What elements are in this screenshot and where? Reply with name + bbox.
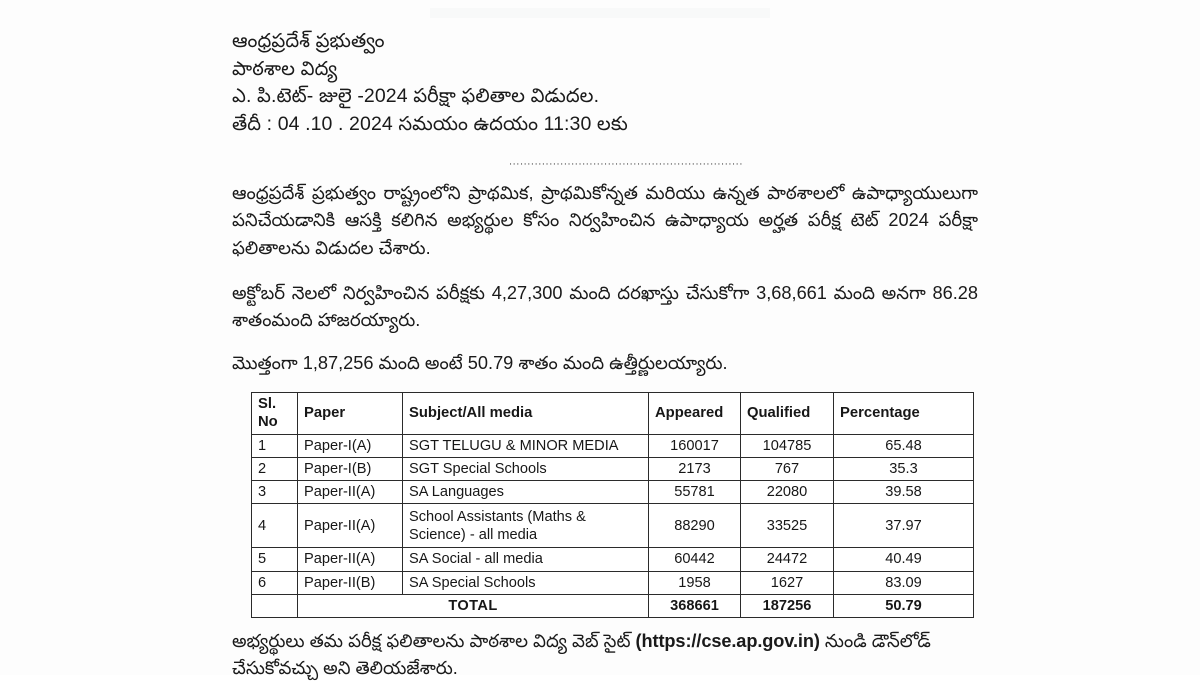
document-body [232, 28, 980, 683]
paragraph-intro: ఆంధ్రప్రదేశ్ ప్రభుత్వం రాష్ట్రంలోని ప్రాథమిక, ప్రాథమికోన్నత మరియు ఉన్నత పాఠశాలలో ఉపాధ్యాయులుగా పనిచేయడానికి ఆసక్తి కలిగిన అభ్యర్థుల కోసం నిర్వహించిన ఉపాధ్యాయ అర్హత పరీక్ష టెట్ 2024 పరీక్షా ఫలితాలను విడుదల చేశారు. [232, 182, 978, 259]
cell-appeared: 160017 [649, 434, 741, 457]
heading-line-government: ఆంధ్రప్రదేశ్ ప్రభుత్వం [232, 30, 385, 52]
paragraph-pass-summary: మొత్తంగా 1,87,256 మంది అంటే 50.79 శాతం మంది ఉత్తీర్ణులయ్యారు. [232, 353, 728, 374]
cell-percentage: 40.49 [834, 548, 974, 571]
cell-total-percentage: 50.79 [834, 594, 974, 617]
heading-line-subject: ఎ. పి.టెట్- జులై -2024 పరీక్షా ఫలితాల విడుదల. [232, 85, 600, 108]
table-row [252, 504, 974, 548]
dotted-separator: ................................................................ [509, 156, 743, 168]
footer-text-before-url: అభ్యర్థులు తమ పరీక్ష ఫలితాలను పాఠశాల విద్య వెబ్ సైట్ [232, 631, 636, 652]
column-header-paper: Paper [298, 392, 403, 434]
cse-website-url[interactable]: (https://cse.ap.gov.in) [635, 631, 820, 652]
cell-paper: Paper-I(B) [298, 457, 403, 480]
cell-qualified: 33525 [741, 504, 834, 548]
cell-paper: Paper-II(B) [298, 571, 403, 594]
cell-total-qualified: 187256 [741, 594, 834, 617]
cell-total-blank [252, 594, 298, 617]
cell-sl-no: 4 [252, 504, 298, 548]
cell-sl-no: 5 [252, 548, 298, 571]
cell-percentage: 83.09 [834, 571, 974, 594]
sl-no-line2: No [258, 414, 278, 431]
cell-qualified: 767 [741, 457, 834, 480]
page-top-artifact [430, 8, 770, 18]
results-table [251, 392, 974, 618]
heading-line-date-time: తేదీ : 04 .10 . 2024 సమయం ఉదయం 11:30 లకు [232, 113, 628, 136]
cell-paper: Paper-II(A) [298, 504, 403, 548]
table-row [252, 548, 974, 571]
cell-sl-no: 3 [252, 481, 298, 504]
table-row [252, 434, 974, 457]
table-row [252, 457, 974, 480]
cell-paper: Paper-II(A) [298, 548, 403, 571]
cell-percentage: 35.3 [834, 457, 974, 480]
cell-qualified: 22080 [741, 481, 834, 504]
cell-appeared: 88290 [649, 504, 741, 548]
results-table-body [252, 434, 974, 617]
cell-sl-no: 2 [252, 457, 298, 480]
footer-text-after-url: నుండి డౌన్‌లోడ్ చేసుకోవచ్చు అని తెలియజేశారు. [232, 631, 931, 679]
table-row [252, 571, 974, 594]
cell-total-label: TOTAL [298, 594, 649, 617]
cell-subject: SA Social - all media [403, 548, 649, 571]
cell-percentage: 39.58 [834, 481, 974, 504]
cell-subject: SGT Special Schools [403, 457, 649, 480]
results-table-head [252, 392, 974, 434]
heading-line-department: పాఠశాల విద్య [232, 57, 338, 80]
cell-sl-no: 1 [252, 434, 298, 457]
cell-percentage: 65.48 [834, 434, 974, 457]
cell-appeared: 55781 [649, 481, 741, 504]
column-header-percentage: Percentage [834, 392, 974, 434]
cell-appeared: 1958 [649, 571, 741, 594]
cell-paper: Paper-I(A) [298, 434, 403, 457]
column-header-qualified: Qualified [741, 392, 834, 434]
separator-row [232, 152, 980, 170]
table-total-row [252, 594, 974, 617]
press-note-heading [232, 28, 980, 139]
column-header-appeared: Appeared [649, 392, 741, 434]
cell-total-appeared: 368661 [649, 594, 741, 617]
cell-qualified: 24472 [741, 548, 834, 571]
table-row [252, 481, 974, 504]
cell-subject: SA Special Schools [403, 571, 649, 594]
cell-qualified: 1627 [741, 571, 834, 594]
cell-appeared: 60442 [649, 548, 741, 571]
cell-subject: SA Languages [403, 481, 649, 504]
cell-appeared: 2173 [649, 457, 741, 480]
column-header-subject: Subject/All media [403, 392, 649, 434]
cell-sl-no: 6 [252, 571, 298, 594]
column-header-sl-no [252, 392, 298, 434]
cell-qualified: 104785 [741, 434, 834, 457]
cell-percentage: 37.97 [834, 504, 974, 548]
cell-subject: SGT TELUGU & MINOR MEDIA [403, 434, 649, 457]
cell-subject: School Assistants (Maths & Science) - all media [403, 504, 649, 548]
cell-paper: Paper-II(A) [298, 481, 403, 504]
results-table-container [251, 392, 973, 618]
table-header-row [252, 392, 974, 434]
paragraph-attendance: అక్టోబర్ నెలలో నిర్వహించిన పరీక్షకు 4,27,300 మంది దరఖాస్తు చేసుకోగా 3,68,661 మంది అనగా 86.28 శాతంమంది హాజరయ్యారు. [232, 282, 978, 331]
paragraph-download-instructions [232, 628, 980, 683]
sl-no-line1: Sl. [258, 395, 277, 412]
